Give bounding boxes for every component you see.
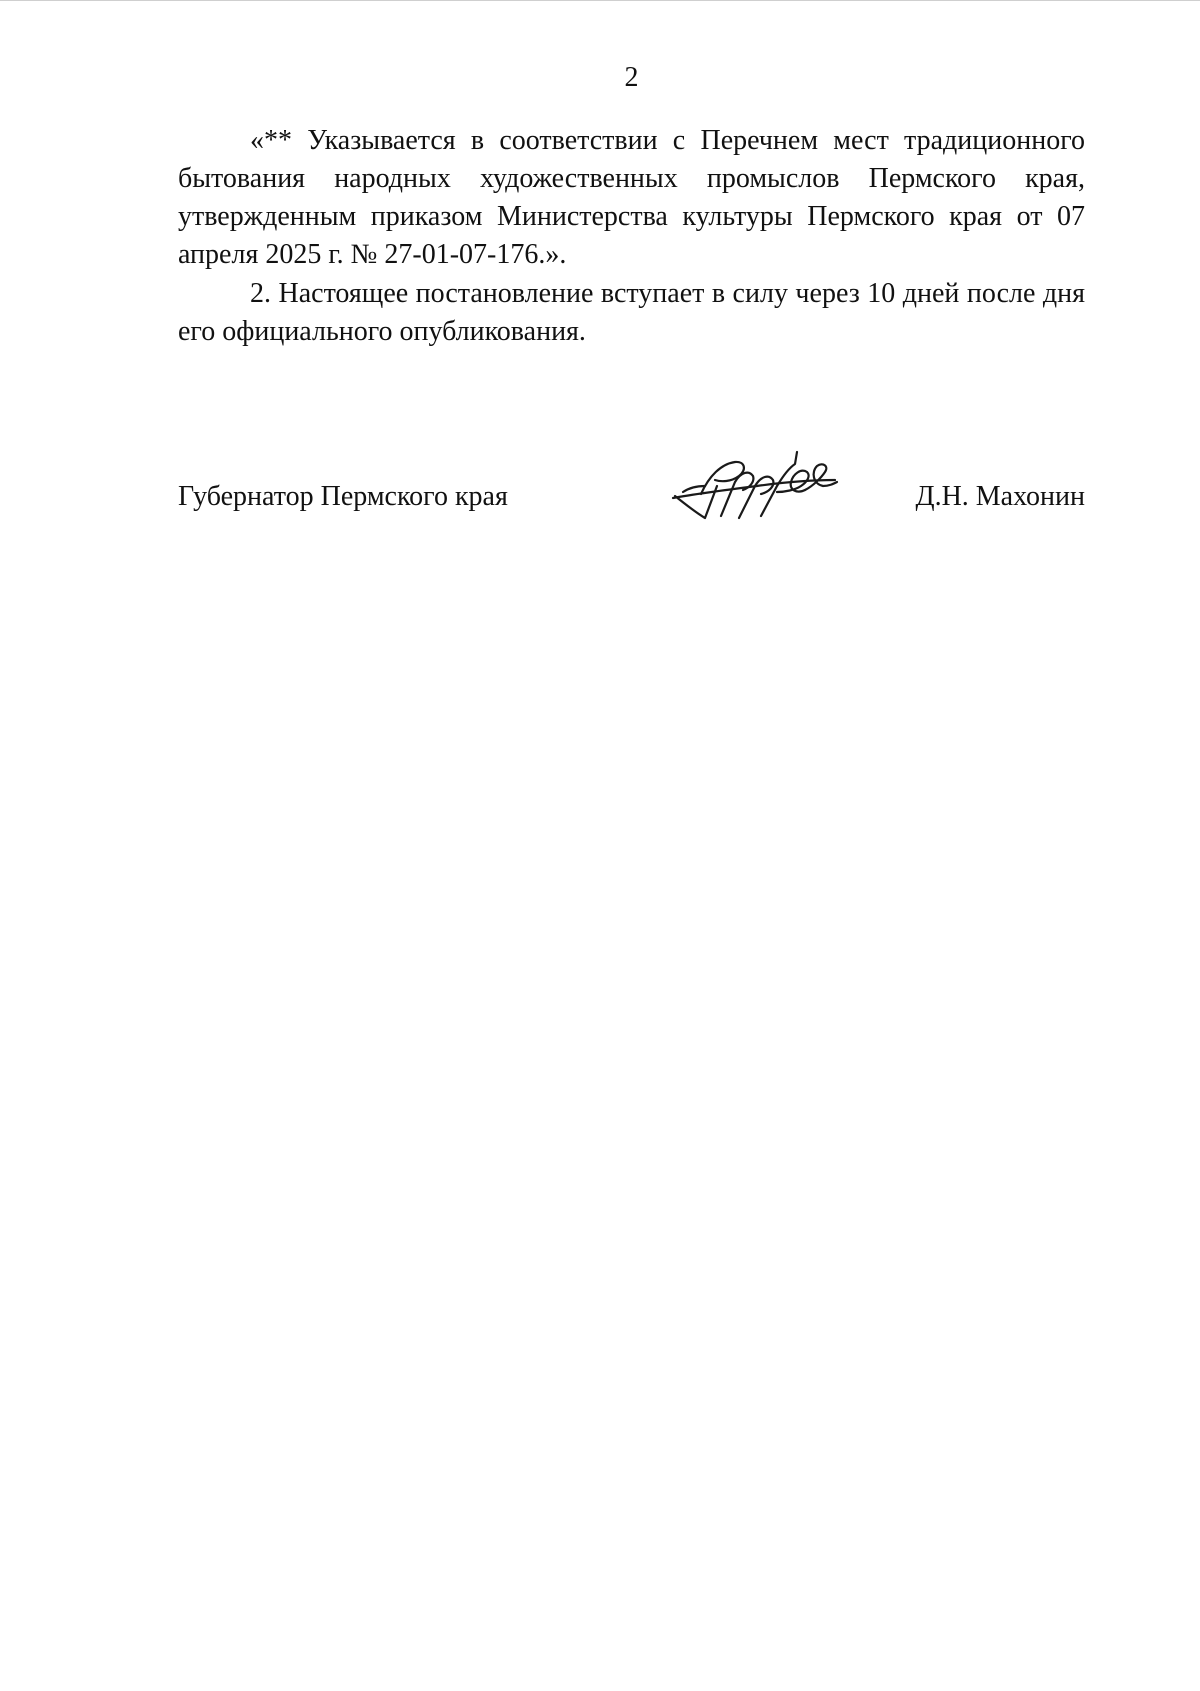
handwritten-signature [665, 446, 841, 526]
paragraph-effective-date: 2. Настоящее постановление вступает в силу через 10 дней после дня его официального опубликования. [178, 278, 1085, 347]
signatory-position: Губернатор Пермского края [178, 481, 508, 512]
signature-block [178, 470, 1085, 530]
signatory-name: Д.Н. Махонин [915, 481, 1085, 512]
document-body [178, 122, 1085, 351]
page-top-edge [0, 0, 1200, 1]
page-number: 2 [624, 62, 639, 93]
paragraph-footnote: «** Указывается в соответствии с Перечнем мест традиционного бытования народных художественных промыслов Пермского края, утвержденным приказом Министерства культуры Пермского края от 07 апреля 2025 г. № 27-01-07-176.». [178, 125, 1085, 270]
